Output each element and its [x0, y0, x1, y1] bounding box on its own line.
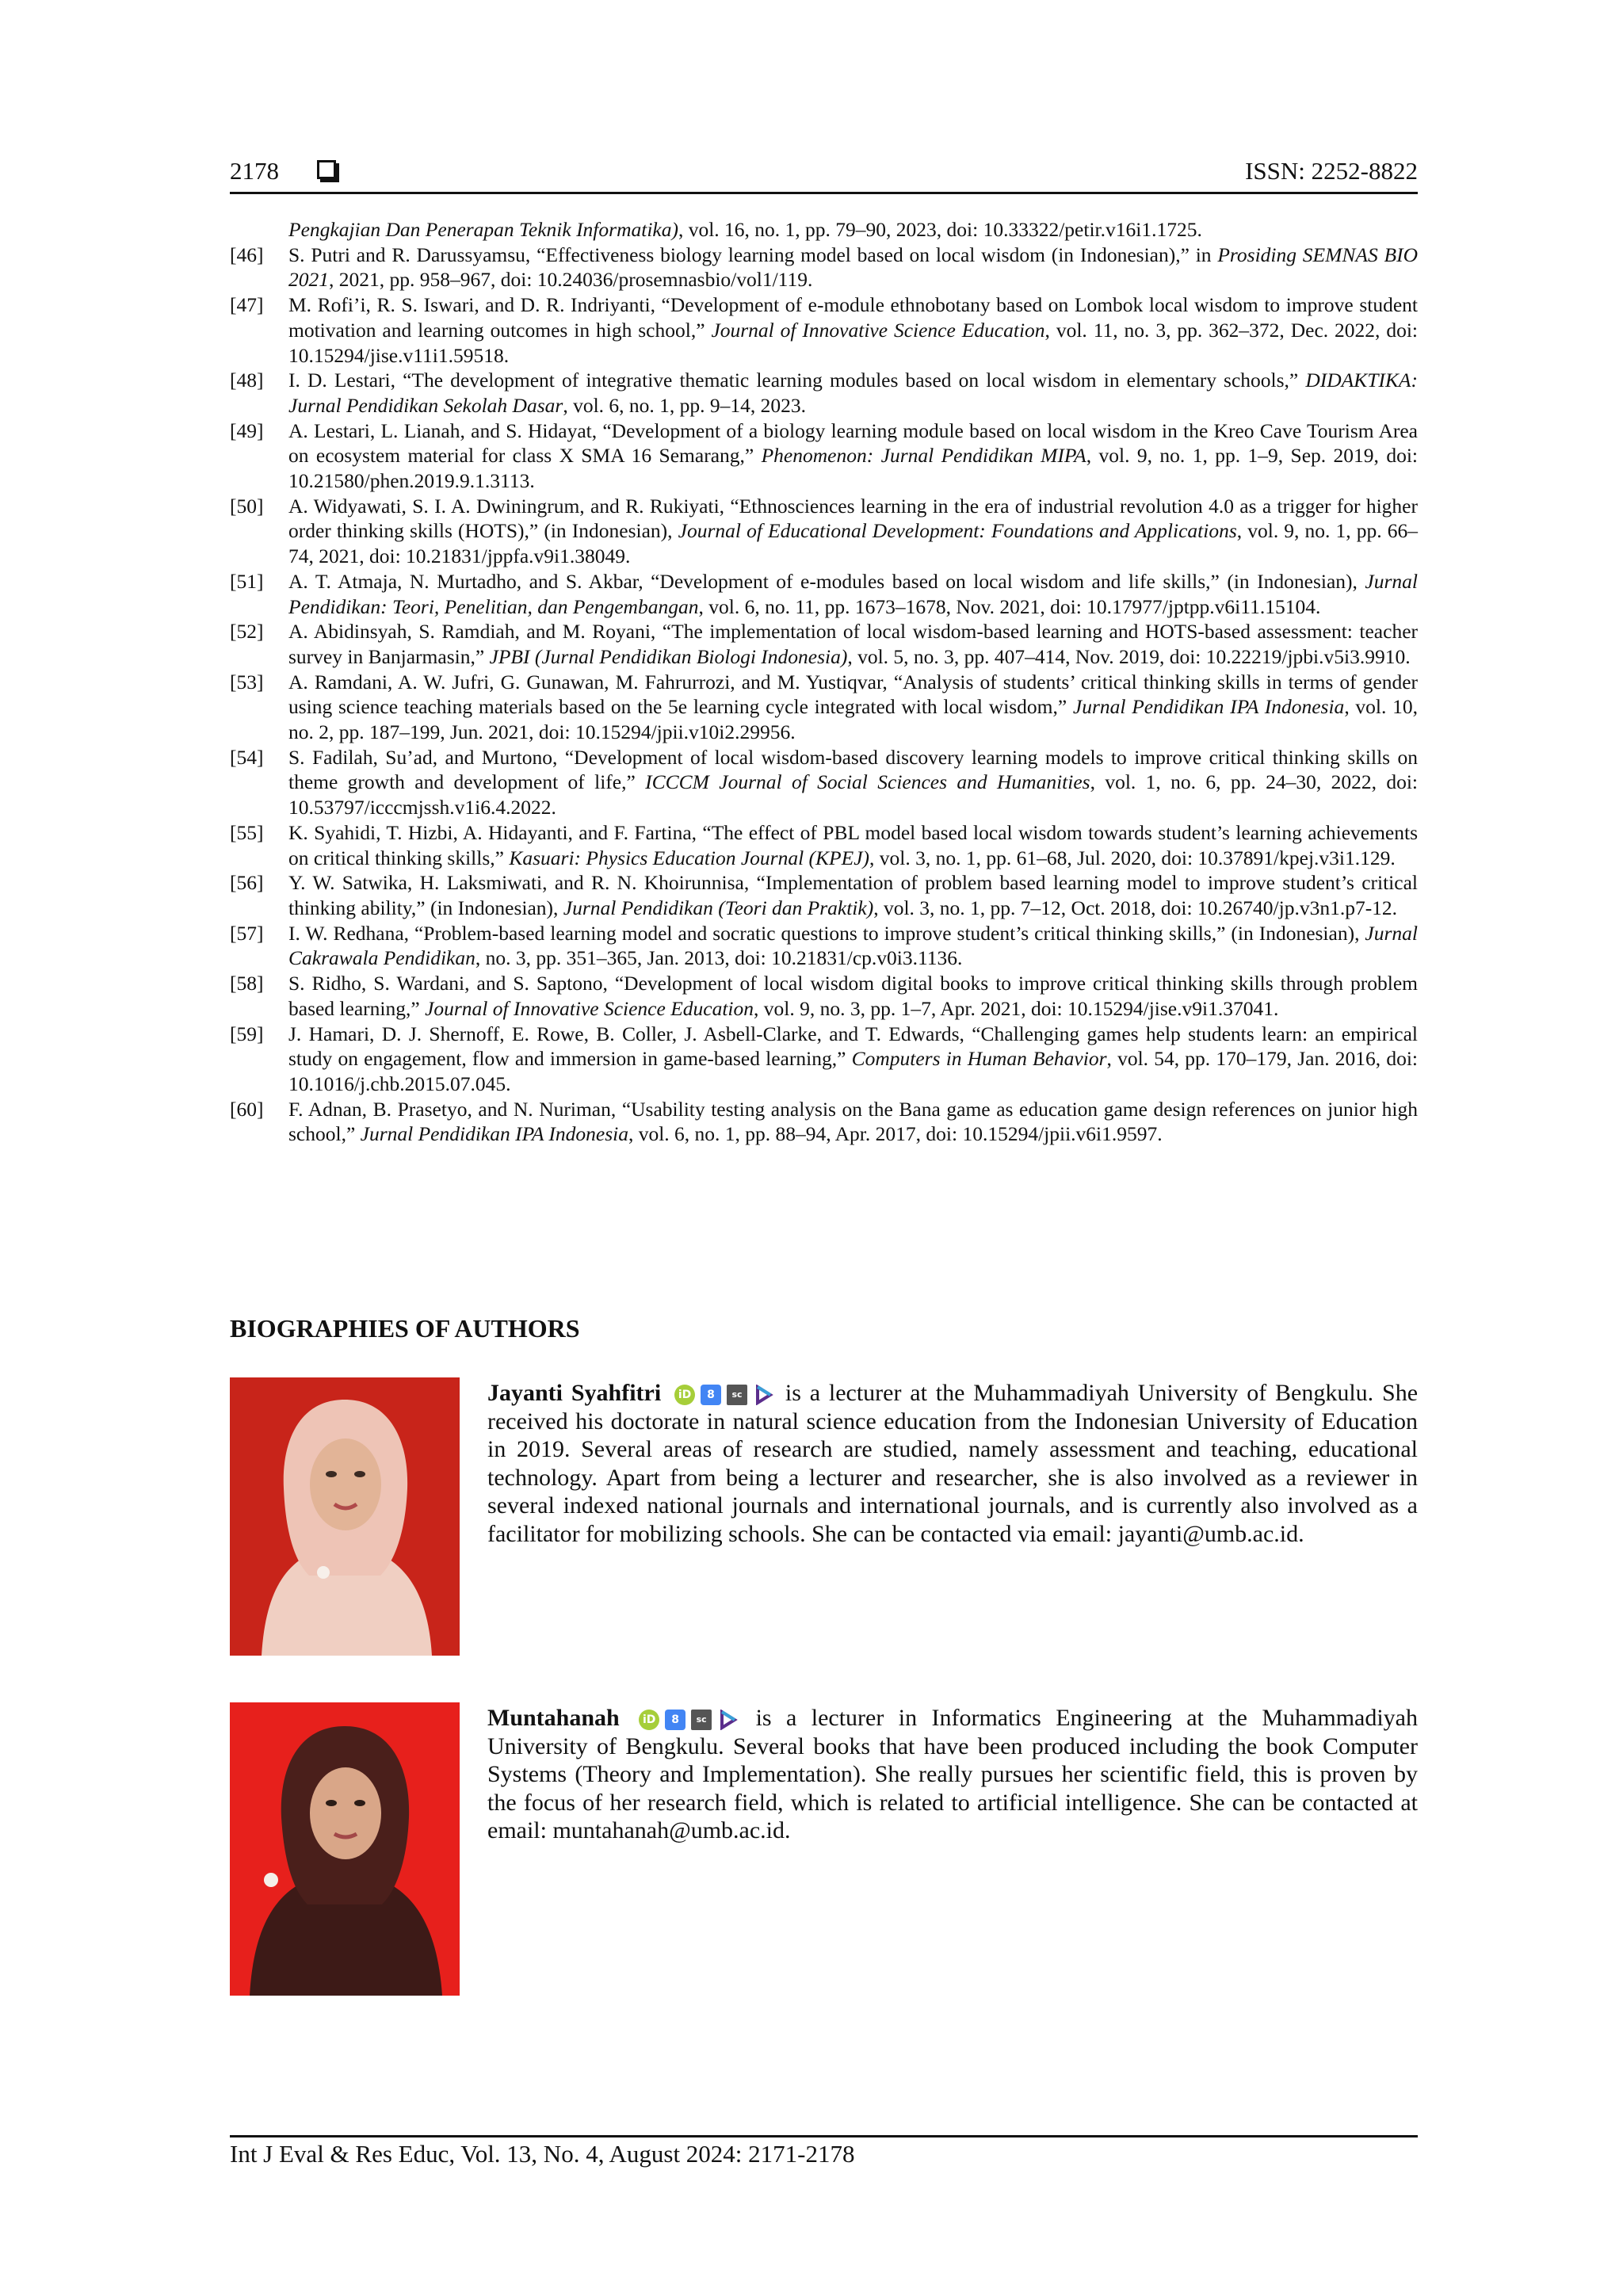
reference-text — [288, 243, 1418, 292]
reference-source-title: Journal of Innovative Science Education — [425, 996, 754, 1020]
reference-source-title: Jurnal Pendidikan IPA Indonesia — [360, 1122, 628, 1146]
footer-citation: Int J Eval & Res Educ, Vol. 13, No. 4, August 2024: 2171-2178 — [230, 2140, 855, 2168]
reference-number: [56] — [230, 871, 264, 895]
reference-text — [288, 670, 1418, 745]
reference-number: [58] — [230, 972, 264, 995]
reference-item — [230, 243, 1418, 292]
reference-segment: , vol. 9, no. 1, pp. 1–9, Sep. 2019, doi: 10.21580/phen.2019.9.1.3113. — [288, 444, 1418, 493]
reference-text — [288, 820, 1418, 870]
orcid-icon[interactable]: iD — [674, 1385, 695, 1405]
reference-source-title: DIDAKTIKA: Jurnal Pendidikan Sekolah Dasar — [288, 369, 1418, 417]
reference-text — [288, 619, 1418, 669]
reference-source-title: Pengkajian Dan Penerapan Teknik Informatika) — [288, 218, 678, 241]
reference-segment: A. Lestari, L. Lianah, and S. Hidayat, “Development of a biology learning module based on local wisdom in the Kreo Cave Tourism Area on ecosystem material for class X SMA 16 Semarang,” — [288, 418, 1418, 468]
reference-segment: , 2021, pp. 958–967, doi: 10.24036/prosemnasbio/vol1/119. — [329, 268, 813, 292]
author-description: is a lecturer at the Muhammadiyah University of Bengkulu. She received his doctorate in natural science education from the Indonesian University of Education in 2019. Several areas of research are studied, namely assessment and teaching, educational technology. Apart from being a lecturer and researcher, she is also involved as a reviewer in several indexed national journals and international journals, and is currently also involved as a facilitator for mobilizing schools. She can be contacted via email: jayanti@umb.ac.id. — [487, 1380, 1419, 1547]
reference-segment: A. Ramdani, A. W. Jufri, G. Gunawan, M. Fahrurrozi, and M. Yustiqvar, “Analysis of students’ critical thinking skills in terms of gender using science teaching materials based on the 5e learning cycle integrated with local wisdom,” — [288, 670, 1418, 719]
reference-segment: A. Widyawati, S. I. A. Dwiningrum, and R. Rukiyati, “Ethnosciences learning in the era of industrial revolution 4.0 as a trigger for higher order thinking skills (HOTS),” (in Indonesian), — [288, 494, 1418, 543]
footer-rule — [230, 2135, 1418, 2137]
reference-segment: , vol. 5, no. 3, pp. 407–414, Nov. 2019, doi: 10.22219/jpbi.v5i3.9910. — [847, 644, 1411, 668]
reference-segment: Y. W. Satwika, H. Laksmiwati, and R. N. Khoirunnisa, “Implementation of problem based learning model to improve student’s critical thinking ability,” (in Indonesian), — [288, 871, 1418, 919]
reference-item — [230, 870, 1418, 920]
reference-segment: , vol. 54, pp. 170–179, Jan. 2016, doi: 10.1016/j.chb.2015.07.045. — [288, 1047, 1419, 1095]
reference-text — [288, 217, 1418, 243]
reference-number: [50] — [230, 494, 264, 518]
reference-segment: , vol. 9, no. 1, pp. 66–74, 2021, doi: 10.21831/jppfa.v9i1.38049. — [288, 519, 1418, 568]
reference-number: [46] — [230, 243, 264, 266]
reference-source-title: Journal of Innovative Science Education — [711, 318, 1045, 342]
reference-number: [57] — [230, 921, 264, 945]
reference-source-title: Jurnal Pendidikan: Teori, Penelitian, dan Pengembangan — [288, 569, 1418, 618]
reference-number: [48] — [230, 369, 264, 392]
reference-text — [288, 921, 1418, 971]
reference-item — [230, 670, 1418, 745]
reference-segment: , vol. 6, no. 11, pp. 1673–1678, Nov. 2021, doi: 10.17977/jptpp.v6i11.15104. — [698, 594, 1321, 618]
reference-list — [230, 217, 1418, 1147]
reference-item — [230, 292, 1418, 368]
reference-source-title: Jurnal Cakrawala Pendidikan — [288, 921, 1418, 970]
reference-source-title: Kasuari: Physics Education Journal (KPEJ) — [509, 846, 870, 869]
reference-segment: , vol. 6, no. 1, pp. 9–14, 2023. — [563, 393, 807, 417]
reference-segment: , vol. 11, no. 3, pp. 362–372, Dec. 2022, doi: 10.15294/jise.v11i1.59518. — [288, 318, 1419, 367]
reference-number: [60] — [230, 1097, 264, 1121]
reference-text — [288, 745, 1418, 820]
reference-text — [288, 368, 1418, 418]
reference-text — [288, 494, 1418, 569]
reference-source-title: Jurnal Pendidikan (Teori dan Praktik) — [563, 896, 874, 919]
reference-item — [230, 745, 1418, 820]
reference-segment: , vol. 9, no. 3, pp. 1–7, Apr. 2021, doi: 10.15294/jise.v9i1.37041. — [754, 996, 1279, 1020]
reference-text — [288, 569, 1418, 619]
author-name: Muntahanah — [487, 1705, 620, 1731]
author-bio-text — [487, 1704, 1418, 1845]
reference-item — [230, 921, 1418, 971]
google-scholar-icon[interactable]: 8 — [701, 1385, 721, 1405]
reference-text — [288, 1022, 1418, 1097]
header-rule — [230, 192, 1418, 194]
reference-number: [52] — [230, 620, 264, 644]
page-number: 2178 — [230, 157, 279, 185]
reference-item — [230, 820, 1418, 870]
author-description: is a lecturer in Informatics Engineering at the Muhammadiyah University of Bengkulu. Several books that have been produced including the book Computer Systems (Theory and Implementation). She really pursues her scientific field, this is proven by the focus of her research field, which is related to artificial intelligence. She can be contacted at email: muntahanah@umb.ac.id. — [487, 1705, 1418, 1843]
web-of-science-icon[interactable] — [753, 1385, 773, 1405]
reference-segment: , vol. 16, no. 1, pp. 79–90, 2023, doi: 10.33322/petir.v16i1.1725. — [678, 218, 1202, 241]
reference-text — [288, 1097, 1418, 1147]
reference-segment: , vol. 3, no. 1, pp. 61–68, Jul. 2020, doi: 10.37891/kpej.v3i1.129. — [869, 846, 1396, 869]
reference-item — [230, 1097, 1418, 1147]
reference-segment: F. Adnan, B. Prasetyo, and N. Nuriman, “Usability testing analysis on the Bana game as education game design references on junior high school,” — [288, 1097, 1418, 1146]
author-photo — [230, 1377, 460, 1656]
author-bio-1 — [230, 1377, 1418, 1663]
reference-text — [288, 292, 1418, 368]
author-profile-links — [639, 1710, 738, 1730]
author-bio-text — [487, 1379, 1418, 1548]
reference-number: [59] — [230, 1022, 264, 1045]
web-of-science-icon[interactable] — [717, 1710, 738, 1730]
reference-item — [230, 1022, 1418, 1097]
reference-item — [230, 217, 1418, 243]
reference-source-title: Journal of Educational Development: Foundations and Applications — [678, 519, 1237, 543]
reference-segment: , vol. 10, no. 2, pp. 187–199, Jun. 2021, doi: 10.15294/jpii.v10i2.29956. — [288, 695, 1419, 744]
reference-segment: S. Fadilah, Su’ad, and Murtono, “Development of local wisdom-based discovery learning models to improve critical thinking skills on theme growth and development of life,” — [288, 745, 1418, 794]
reference-number: [51] — [230, 569, 264, 593]
reference-source-title: Jurnal Pendidikan IPA Indonesia — [1072, 695, 1345, 719]
reference-segment: A. T. Atmaja, N. Murtadho, and S. Akbar, “Development of e-modules based on local wisdom and life skills,” (in Indonesian), — [288, 569, 1365, 593]
reference-source-title: ICCCM Journal of Social Sciences and Humanities — [645, 770, 1090, 794]
google-scholar-icon[interactable]: 8 — [665, 1710, 685, 1730]
orcid-icon[interactable]: iD — [639, 1710, 659, 1730]
reference-segment: I. D. Lestari, “The development of integrative thematic learning modules based on local wisdom in elementary schools,” — [288, 369, 1306, 392]
reference-segment: , vol. 1, no. 6, pp. 24–30, 2022, doi: 10.53797/icccmjssh.v1i6.4.2022. — [288, 770, 1418, 819]
reference-segment: , no. 3, pp. 351–365, Jan. 2013, doi: 10.21831/cp.v0i3.1136. — [475, 946, 963, 970]
author-name: Jayanti Syahfitri — [487, 1380, 662, 1406]
reference-item — [230, 368, 1418, 418]
reference-number: [49] — [230, 418, 264, 442]
reference-item — [230, 619, 1418, 669]
biographies-heading: BIOGRAPHIES OF AUTHORS — [230, 1314, 580, 1343]
reference-segment: K. Syahidi, T. Hizbi, A. Hidayanti, and F. Fartina, “The effect of PBL model based local wisdom towards student’s learning achievements on critical thinking skills,” — [288, 820, 1418, 869]
reference-segment: S. Ridho, S. Wardani, and S. Saptono, “Development of local wisdom digital books to improve critical thinking skills through problem based learning,” — [288, 972, 1418, 1020]
author-bio-2 — [230, 1702, 1418, 1988]
reference-source-title: JPBI (Jurnal Pendidikan Biologi Indonesia) — [489, 644, 848, 668]
reference-segment: , vol. 6, no. 1, pp. 88–94, Apr. 2017, doi: 10.15294/jpii.v6i1.9597. — [628, 1122, 1163, 1146]
scopus-icon[interactable]: sc — [691, 1710, 712, 1730]
reference-item — [230, 494, 1418, 569]
reference-segment: A. Abidinsyah, S. Ramdiah, and M. Royani, “The implementation of local wisdom-based learning and HOTS-based assessment: teacher survey in Banjarmasin,” — [288, 620, 1418, 668]
reference-text — [288, 870, 1418, 920]
author-profile-links — [674, 1385, 773, 1405]
reference-number: [53] — [230, 670, 264, 693]
page-header — [230, 154, 1418, 189]
reference-text — [288, 971, 1418, 1021]
issn: ISSN: 2252-8822 — [1245, 157, 1418, 185]
reference-source-title: Prosiding SEMNAS BIO 2021 — [288, 243, 1418, 292]
journal-square-icon — [317, 160, 336, 179]
reference-segment: M. Rofi’i, R. S. Iswari, and D. R. Indriyanti, “Development of e-module ethnobotany based on Lombok local wisdom to improve student motivation and learning outcomes in high school,” — [288, 293, 1418, 342]
reference-number: [47] — [230, 293, 264, 317]
scopus-icon[interactable]: sc — [727, 1385, 747, 1405]
reference-segment: J. Hamari, D. J. Shernoff, E. Rowe, B. Coller, J. Asbell-Clarke, and T. Edwards, “Challenging games help students learn: an empirical study on engagement, flow and immersion in game-based learning,” — [288, 1022, 1418, 1071]
reference-item — [230, 418, 1418, 494]
reference-number: [55] — [230, 820, 264, 844]
reference-segment: I. W. Redhana, “Problem-based learning model and socratic questions to improve student’s critical thinking skills,” (in Indonesian), — [288, 921, 1365, 945]
reference-source-title: Phenomenon: Jurnal Pendidikan MIPA — [761, 444, 1086, 468]
author-photo — [230, 1702, 460, 1996]
reference-text — [288, 418, 1418, 494]
reference-source-title: Computers in Human Behavior — [851, 1047, 1107, 1071]
reference-segment: S. Putri and R. Darussyamsu, “Effectiveness biology learning model based on local wisdom (in Indonesian),” in — [288, 243, 1218, 266]
reference-segment: , vol. 3, no. 1, pp. 7–12, Oct. 2018, doi: 10.26740/jp.v3n1.p7-12. — [873, 896, 1398, 919]
reference-number: [54] — [230, 745, 264, 769]
reference-item — [230, 971, 1418, 1021]
reference-item — [230, 569, 1418, 619]
